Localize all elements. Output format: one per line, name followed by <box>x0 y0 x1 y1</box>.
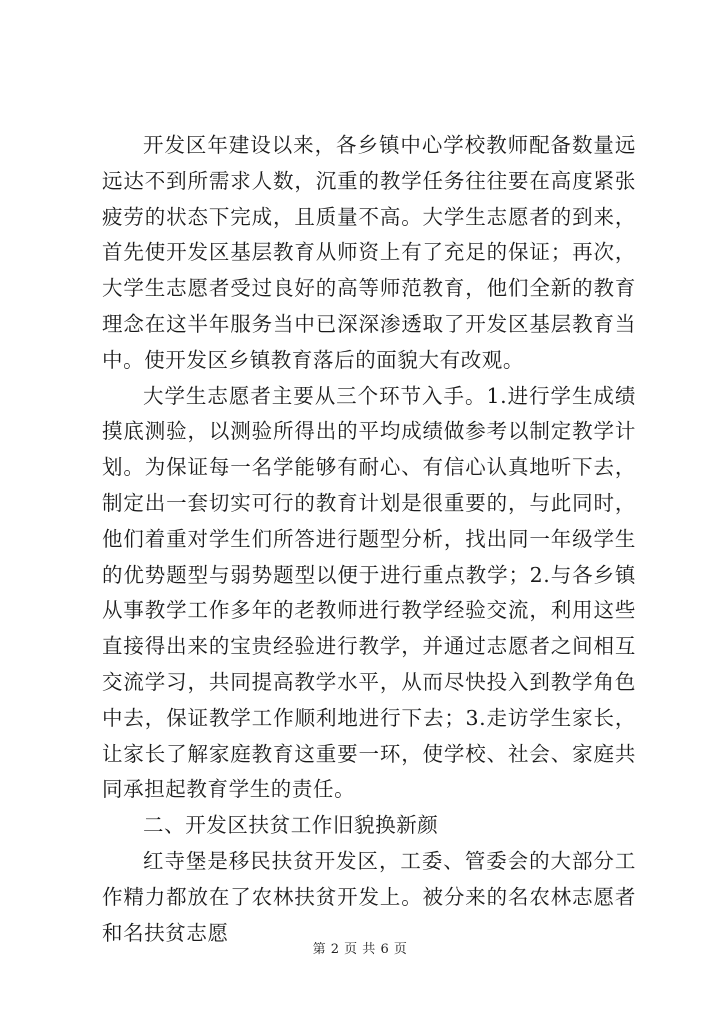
document-body <box>102 128 636 951</box>
paragraph-teacher-shortage: 开发区年建设以来，各乡镇中心学校教师配备数量远远达不到所需求人数，沉重的教学任务往往要在高度紧张疲劳的状态下完成，且质量不高。大学生志愿者的到来，首先使开发区基层教育从师资上有了充足的保证；再次，大学生志愿者受过良好的高等师范教育，他们全新的教育理念在这半年服务当中已深深渗透取了开发区基层教育当中。使开发区乡镇教育落后的面貌大有改观。 <box>102 133 636 372</box>
section-heading: 二、开发区扶贫工作旧貌换新颜 <box>143 813 439 838</box>
page-number-footer: 第 2 页 共 6 页 <box>312 942 408 957</box>
paragraph-poverty-alleviation: 红寺堡是移民扶贫开发区，工委、管委会的大部分工作精力都放在了农林扶贫开发上。被分来的名农林志愿者和名扶贫志愿 <box>102 848 636 945</box>
paragraph-three-steps: 大学生志愿者主要从三个环节入手。1.进行学生成绩摸底测验，以测验所得出的平均成绩做参考以制定教学计划。为保证每一名学能够有耐心、有信心认真地听下去，制定出一套切实可行的教育计划是很重要的，与此同时，他们着重对学生们所答进行题型分析，找出同一年级学生的优势题型与弱势题型以便于进行重点教学；2.与各乡镇从事教学工作多年的老教师进行教学经验交流，利用这些直接得出来的宝贵经验进行教学，并通过志愿者之间相互交流学习，共同提高教学水平，从而尽快投入到教学角色中去，保证教学工作顺利地进行下去；3.走访学生家长，让家长了解家庭教育这重要一环，使学校、社会、家庭共同承担起教育学生的责任。 <box>102 383 636 802</box>
